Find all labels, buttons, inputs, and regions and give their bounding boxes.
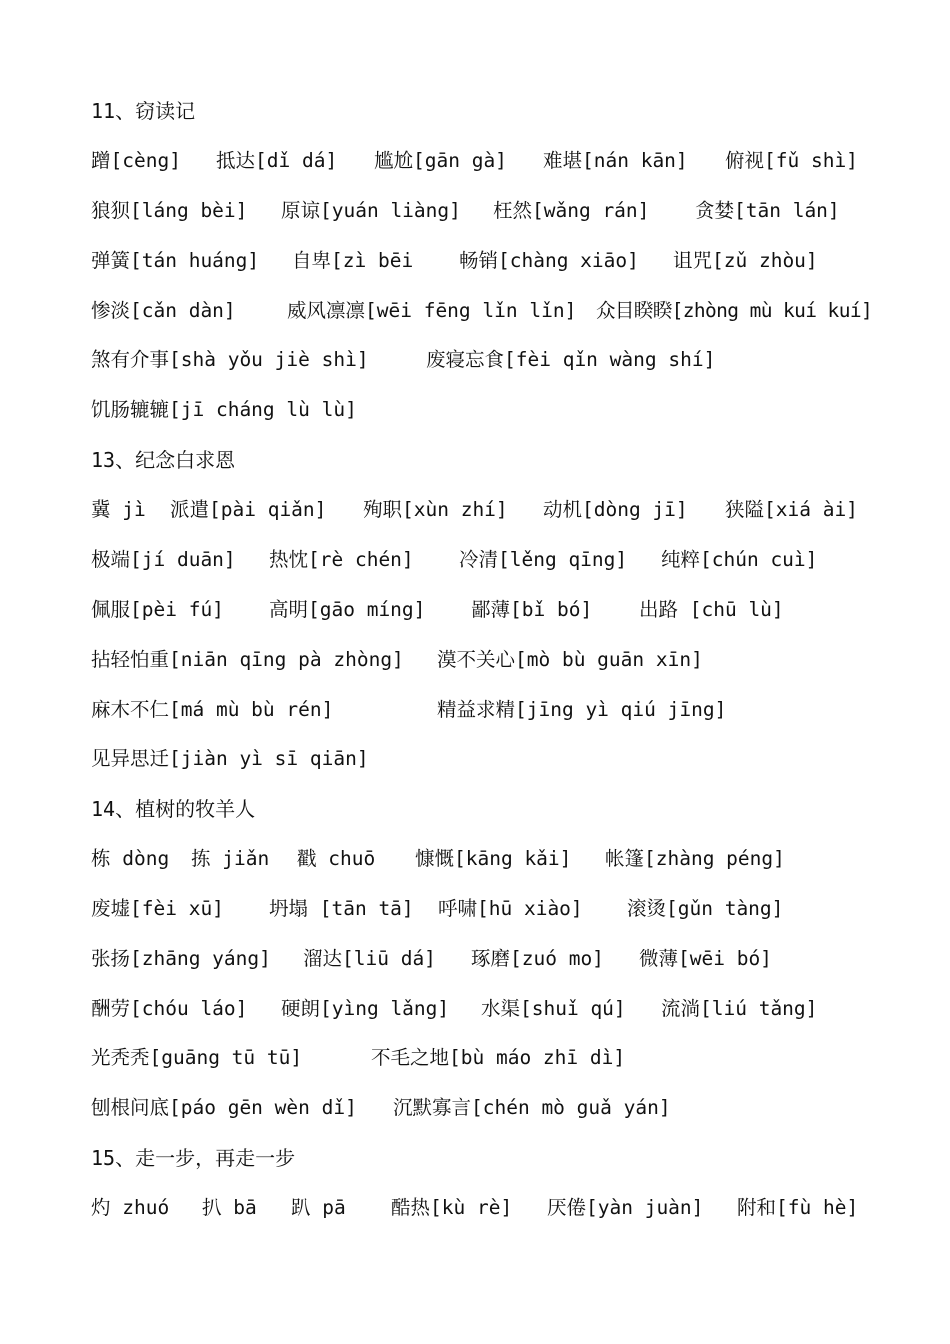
vocab-item: 溜达[liū dá]	[303, 947, 436, 970]
vocab-item: 狭隘[xiá ài]	[725, 498, 858, 521]
vocab-item: 拈轻怕重[niān qīng pà zhòng]	[91, 648, 404, 671]
vocab-item: 殉职[xùn zhí]	[363, 498, 508, 521]
vocab-item: 水渠[shuǐ qú]	[481, 997, 626, 1020]
vocab-item: 趴 pā	[291, 1196, 346, 1219]
vocab-item: 坍塌 [tān tā]	[269, 897, 414, 920]
vocab-item: 惨淡[cǎn dàn]	[91, 299, 236, 322]
vocab-item: 附和[fù hè]	[737, 1196, 859, 1219]
vocab-item: 滚烫[gǔn tàng]	[627, 897, 784, 920]
vocab-item: 刨根问底[páo gēn wèn dǐ]	[91, 1096, 357, 1119]
vocab-item: 扒 bā	[202, 1196, 257, 1219]
vocab-item: 狼狈[láng bèi]	[91, 199, 248, 222]
vocab-item: 贪婪[tān lán]	[695, 199, 840, 222]
vocab-item: 煞有介事[shà yǒu jiè shì]	[91, 348, 369, 371]
vocab-item: 鄙薄[bǐ bó]	[471, 598, 593, 621]
vocab-item: 酬劳[chóu láo]	[91, 997, 248, 1020]
vocab-item: 酷热[kù rè]	[391, 1196, 513, 1219]
vocab-item: 沉默寡言[chén mò guǎ yán]	[393, 1096, 671, 1119]
vocab-item: 高明[gāo míng]	[269, 598, 426, 621]
vocab-item: 弹簧[tán huáng]	[91, 249, 260, 272]
vocab-item: 饥肠辘辘[jī cháng lù lù]	[91, 398, 357, 421]
vocab-item: 拣 jiǎn	[191, 847, 270, 870]
vocab-item: 硬朗[yìng lǎng]	[281, 997, 450, 1020]
vocab-item: 原谅[yuán liàng]	[281, 199, 461, 222]
section-heading: 13、纪念白求恩	[91, 448, 236, 472]
vocab-item: 众目睽睽[zhòng mù kuí kuí]	[596, 299, 873, 322]
vocab-item: 漠不关心[mò bù guān xīn]	[437, 648, 703, 671]
vocab-item: 麻木不仁[má mù bù rén]	[91, 698, 334, 721]
vocab-item: 枉然[wǎng rán]	[493, 199, 650, 222]
vocab-item: 琢磨[zuó mo]	[471, 947, 604, 970]
vocab-item: 微薄[wēi bó]	[639, 947, 772, 970]
vocab-item: 见异思迁[jiàn yì sī qiān]	[91, 747, 369, 770]
vocab-item: 呼啸[hū xiào]	[438, 897, 583, 920]
vocab-item: 佩服[pèi fú]	[91, 598, 224, 621]
vocab-item: 流淌[liú tǎng]	[661, 997, 818, 1020]
vocab-item: 威风凛凛[wēi fēng lǐn lǐn]	[287, 299, 577, 322]
vocab-item: 蹭[cèng]	[91, 149, 181, 172]
vocab-item: 废墟[fèi xū]	[91, 897, 224, 920]
vocab-item: 纯粹[chún cuì]	[661, 548, 818, 571]
vocab-item: 畅销[chàng xiāo]	[459, 249, 639, 272]
vocab-item: 出路 [chū lù]	[639, 598, 784, 621]
vocab-item: 光秃秃[guāng tū tū]	[91, 1046, 303, 1069]
vocab-item: 俯视[fǔ shì]	[725, 149, 858, 172]
vocab-item: 冷清[lěng qīng]	[459, 548, 628, 571]
vocab-item: 灼 zhuó	[91, 1196, 170, 1219]
vocab-item: 帐篷[zhàng péng]	[605, 847, 785, 870]
vocab-item: 热忱[rè chén]	[269, 548, 414, 571]
vocab-item: 精益求精[jīng yì qiú jīng]	[437, 698, 727, 721]
section-heading: 11、窃读记	[91, 99, 196, 123]
vocab-item: 抵达[dǐ dá]	[216, 149, 338, 172]
vocab-item: 极端[jí duān]	[91, 548, 236, 571]
vocab-item: 慷慨[kāng kǎi]	[415, 847, 572, 870]
vocab-item: 不毛之地[bù máo zhī dì]	[371, 1046, 626, 1069]
vocab-item: 诅咒[zǔ zhòu]	[673, 249, 818, 272]
vocab-item: 冀 jì	[91, 498, 146, 521]
vocab-item: 尴尬[gān gà]	[374, 149, 507, 172]
vocab-item: 厌倦[yàn juàn]	[547, 1196, 704, 1219]
vocab-item: 动机[dòng jī]	[543, 498, 688, 521]
vocab-item: 难堪[nán kān]	[543, 149, 688, 172]
vocab-item: 戳 chuō	[297, 847, 376, 870]
vocab-item: 废寝忘食[fèi qǐn wàng shí]	[426, 348, 716, 371]
vocab-item: 张扬[zhāng yáng]	[91, 947, 271, 970]
vocab-item: 栋 dòng	[91, 847, 170, 870]
vocab-item: 自卑[zì bēi	[292, 249, 414, 272]
section-heading: 15、走一步，再走一步	[91, 1146, 296, 1170]
vocab-item: 派遣[pài qiǎn]	[170, 498, 327, 521]
section-heading: 14、植树的牧羊人	[91, 797, 256, 821]
